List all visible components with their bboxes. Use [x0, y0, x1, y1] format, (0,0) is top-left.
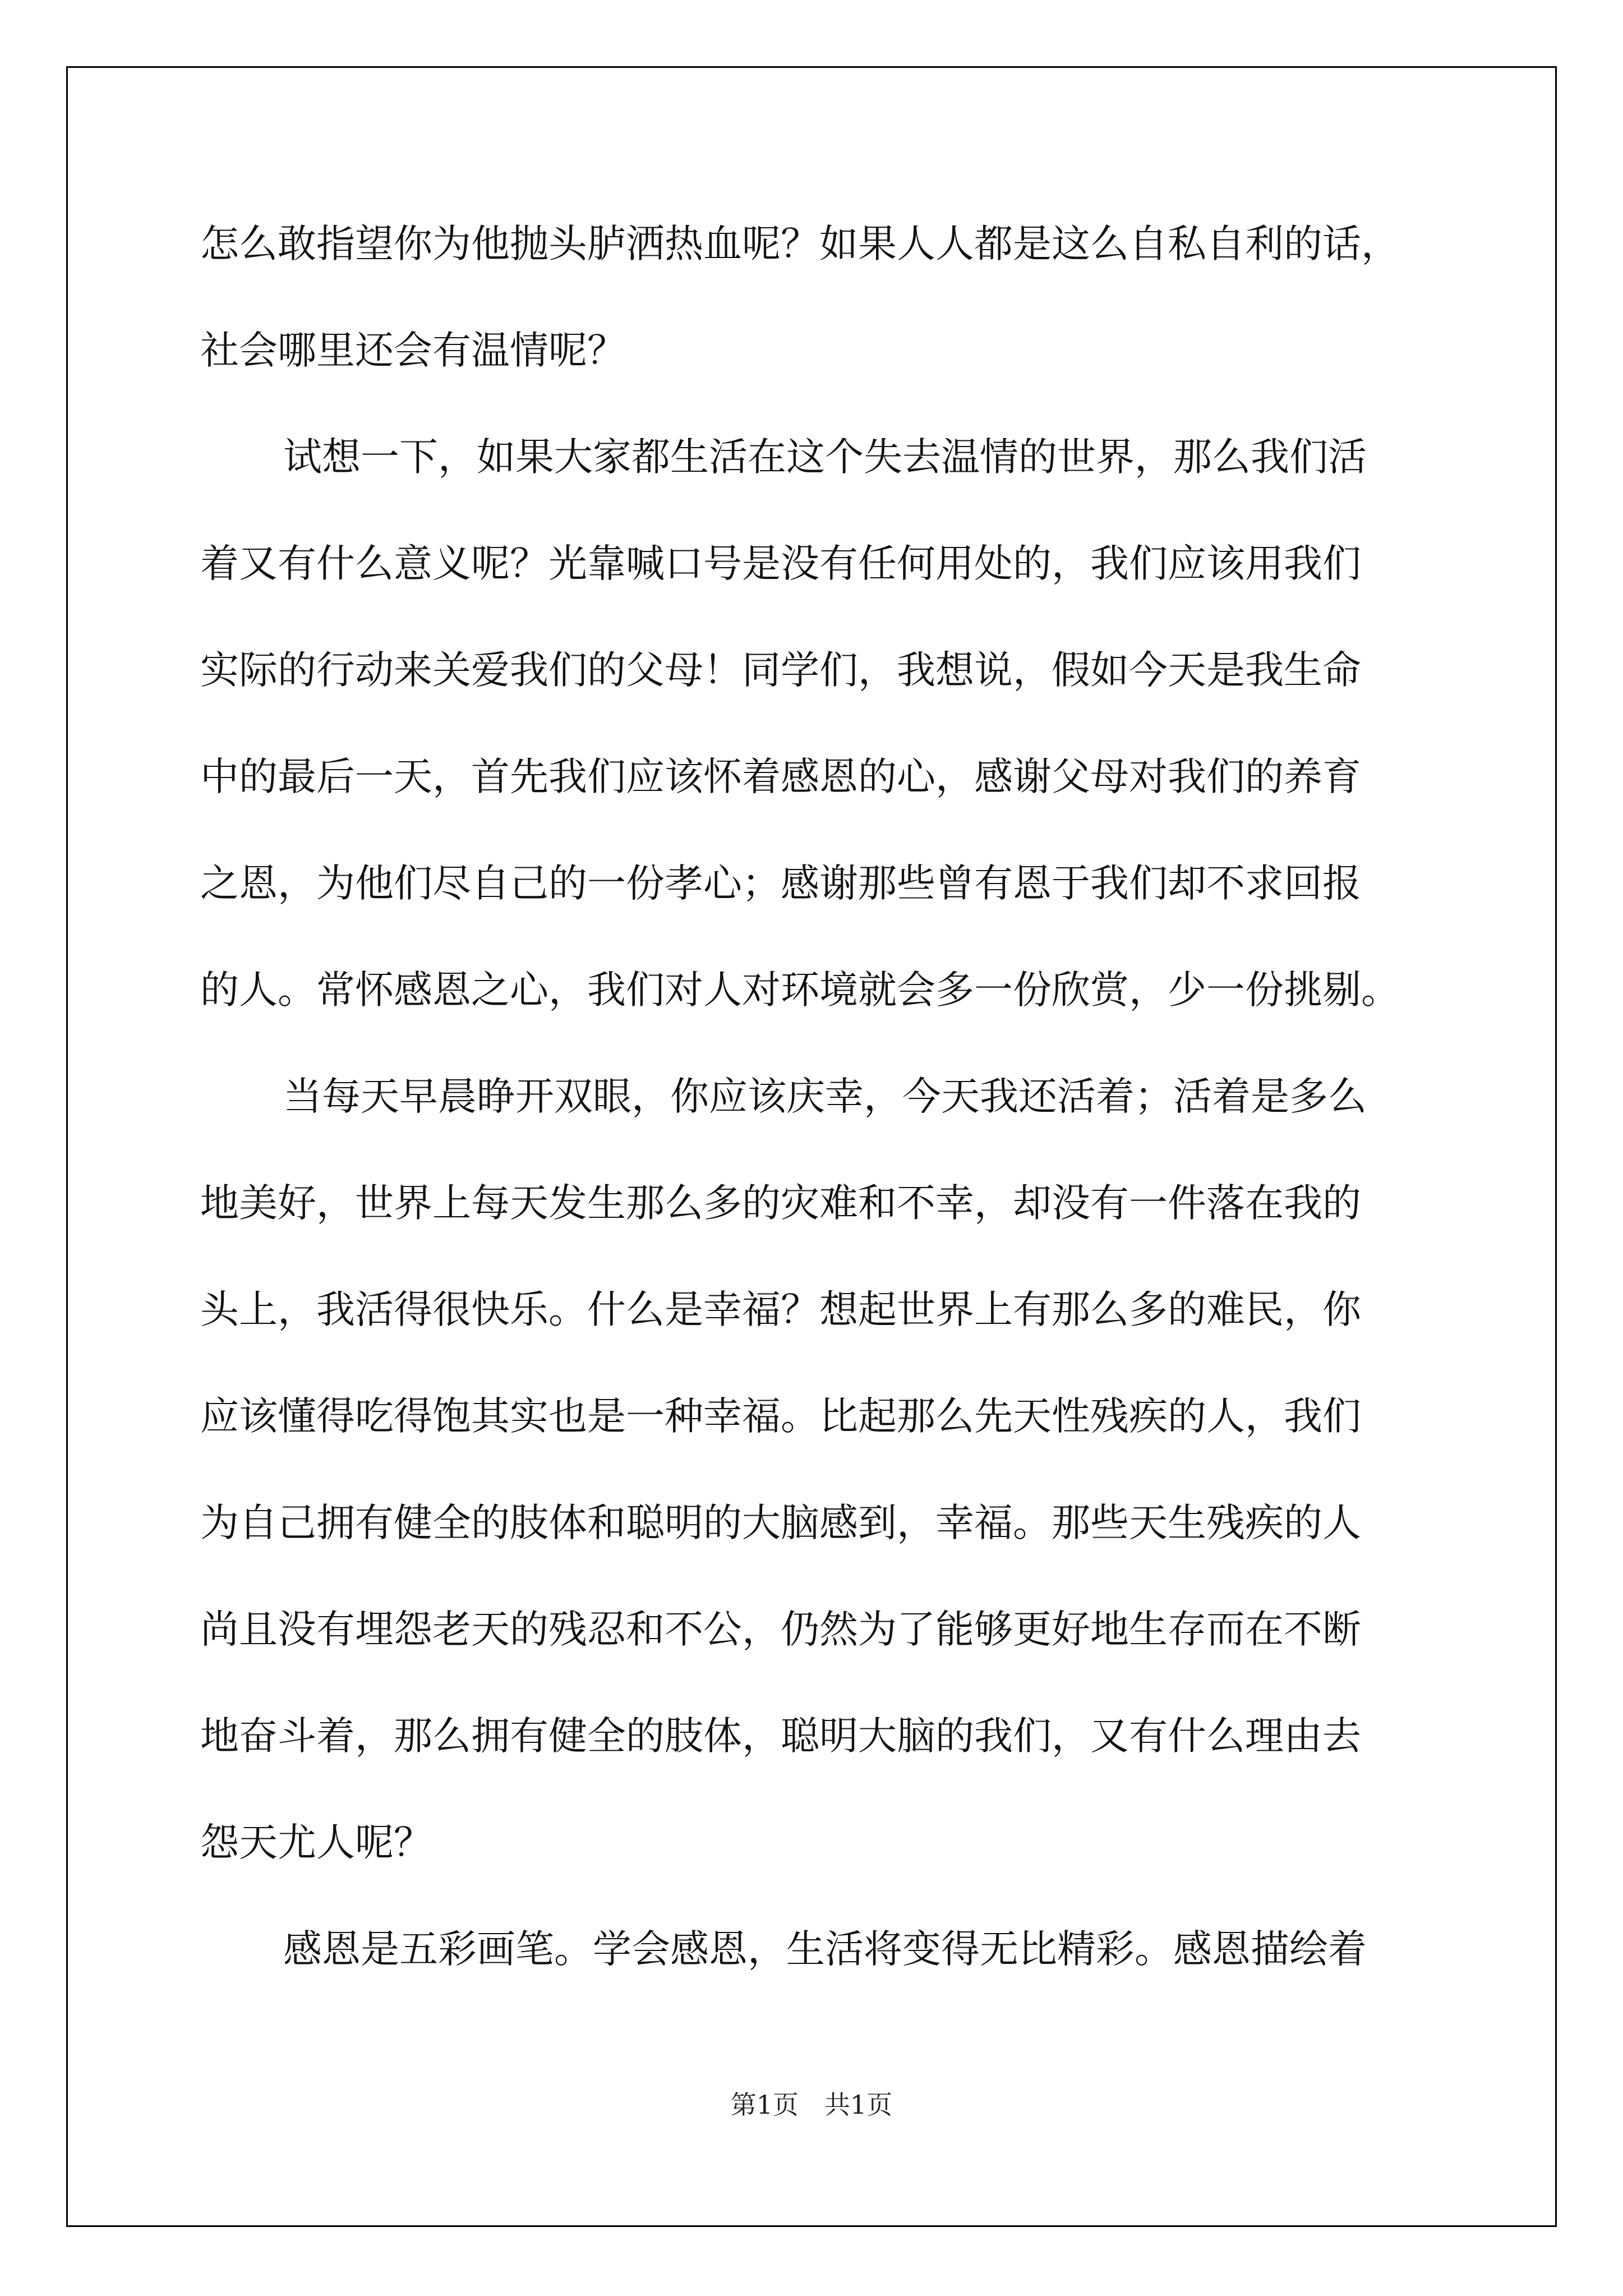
text-line: 怎么敢指望你为他抛头胪洒热血呢？如果人人都是这么自私自利的话，	[200, 222, 1400, 266]
paragraph-1	[200, 191, 1434, 404]
text-line: 社会哪里还会有温情呢？	[200, 328, 626, 373]
text-line: 应该懂得吃得饱其实也是一种幸福。比起那么先天性残疾的人，我们	[200, 1394, 1361, 1439]
text-line: 地美好，世界上每天发生那么多的灾难和不幸，却没有一件落在我的	[200, 1181, 1361, 1226]
text-line: 当每天早晨睁开双眼，你应该庆幸，今天我还活着；活着是多么	[283, 1074, 1367, 1119]
text-line: 地奋斗着，那么拥有健全的肢体，聪明大脑的我们，又有什么理由去	[200, 1714, 1361, 1759]
document-body	[200, 191, 1434, 2003]
paragraph-4	[200, 1896, 1434, 2003]
text-line: 之恩，为他们尽自己的一份孝心；感谢那些曾有恩于我们却不求回报	[200, 861, 1361, 906]
text-line: 试想一下，如果大家都生活在这个失去温情的世界，那么我们活	[283, 435, 1367, 480]
text-line: 为自己拥有健全的肢体和聪明的大脑感到，幸福。那些天生残疾的人	[200, 1501, 1361, 1545]
text-line: 感恩是五彩画笔。学会感恩，生活将变得无比精彩。感恩描绘着	[283, 1927, 1367, 1972]
text-line: 尚且没有埋怨老天的残忍和不公，仍然为了能够更好地生存而在不断	[200, 1607, 1361, 1652]
text-line: 头上，我活得很快乐。什么是幸福？想起世界上有那么多的难民，你	[200, 1287, 1361, 1332]
text-line: 怨天尤人呢？	[200, 1820, 432, 1865]
paragraph-2	[200, 404, 1434, 1043]
text-line: 实际的行动来关爱我们的父母！同学们，我想说，假如今天是我生命	[200, 648, 1361, 693]
text-line: 中的最后一天，首先我们应该怀着感恩的心，感谢父母对我们的养育	[200, 754, 1361, 799]
page-footer: 第1页 共1页	[730, 2090, 893, 2120]
paragraph-3	[200, 1043, 1434, 1896]
text-line: 的人。常怀感恩之心，我们对人对环境就会多一份欣赏，少一份挑剔。	[200, 968, 1400, 1013]
text-line: 着又有什么意义呢？光靠喊口号是没有任何用处的，我们应该用我们	[200, 541, 1361, 586]
